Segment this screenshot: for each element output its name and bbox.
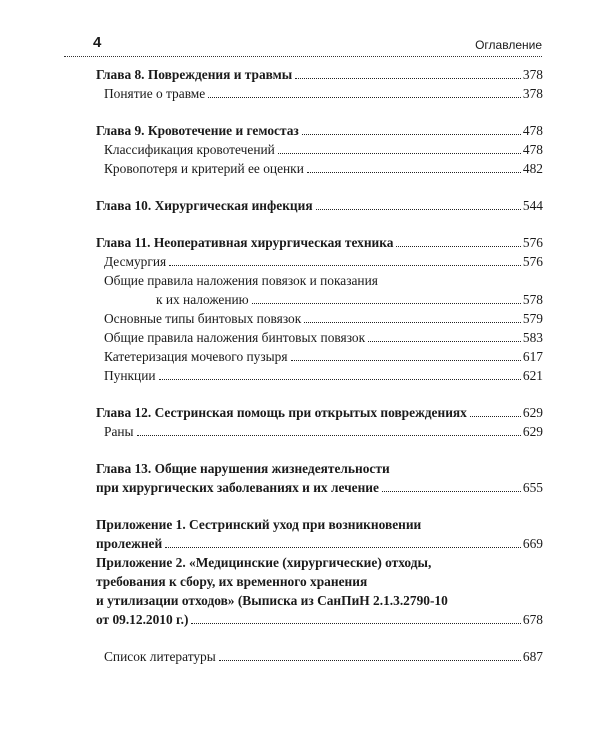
toc-item[interactable] [96,422,543,441]
dot-leader [191,623,520,624]
toc-title: Классификация кровотечений [104,142,275,157]
toc-title: Понятие о травме [104,86,206,101]
toc-chapter-8[interactable] [96,65,543,84]
running-title: Оглавление [475,38,542,52]
toc-title: Общие правила наложения бинтовых повязок [104,330,366,345]
toc-title: Пункции [104,368,156,383]
toc-page: 583 [522,330,543,345]
toc-title: Основные типы бинтовых повязок [104,311,302,326]
toc-item[interactable] [96,290,543,309]
toc-item[interactable] [96,347,543,366]
toc-page: 629 [522,405,543,420]
dot-leader [307,172,521,173]
dot-leader [165,547,521,548]
toc-item-line[interactable]: Общие правила наложения повязок и показания [104,273,378,288]
toc-title: Раны [104,424,134,439]
toc-appendix-2[interactable] [96,610,543,629]
toc-item[interactable] [96,309,543,328]
dot-leader [208,97,521,98]
dot-leader [219,660,521,661]
toc-title: к их наложению [156,292,249,307]
toc-chapter-12[interactable] [96,403,543,422]
toc-page: 544 [522,198,543,213]
toc-page: 576 [522,254,543,269]
dot-leader [278,153,521,154]
dot-leader [291,360,521,361]
toc-title: от 09.12.2010 г.) [96,612,189,627]
dot-leader [316,209,521,210]
toc-page: 579 [522,311,543,326]
toc-title: Глава 12. Сестринская помощь при открытых повреждениях [96,405,467,420]
dot-leader [382,491,521,492]
toc-references[interactable] [96,647,543,666]
toc-page: 655 [522,480,543,495]
toc-title: Глава 10. Хирургическая инфекция [96,198,313,213]
page-header [64,30,542,57]
dot-leader [304,322,521,323]
toc-page: 478 [522,142,543,157]
toc-appendix-2-line1[interactable]: Приложение 2. «Медицинские (хирургические) отходы, [96,555,432,570]
toc-appendix-1[interactable] [96,534,543,553]
toc-item[interactable] [96,140,543,159]
dot-leader [159,379,521,380]
toc-title: Глава 8. Повреждения и травмы [96,67,293,82]
dot-leader [252,303,521,304]
toc-item[interactable] [96,84,543,103]
toc-page: 482 [522,161,543,176]
dot-leader [470,416,521,417]
toc-page: 621 [522,368,543,383]
toc-page: 669 [522,536,543,551]
toc-chapter-9[interactable] [96,121,543,140]
toc-page: 576 [522,235,543,250]
dot-leader [169,265,521,266]
dot-leader [302,134,521,135]
toc-appendix-2-line2[interactable]: требования к сбору, их временного хранения [96,574,368,589]
toc-item[interactable] [96,328,543,347]
toc-page: 378 [522,86,543,101]
toc-title: Катетеризация мочевого пузыря [104,349,288,364]
toc-chapter-13-line1[interactable]: Глава 13. Общие нарушения жизнедеятельности [96,461,390,476]
toc-title: Глава 11. Неоперативная хирургическая техника [96,235,394,250]
toc-page: 578 [522,292,543,307]
toc-title: Десмургия [104,254,167,269]
toc-item[interactable] [96,366,543,385]
toc-item[interactable] [96,159,543,178]
toc-title: Список литературы [104,649,216,664]
dot-leader [396,246,520,247]
toc-chapter-11[interactable] [96,233,543,252]
toc-page: 678 [522,612,543,627]
dot-leader [295,78,521,79]
toc-item[interactable] [96,252,543,271]
toc-page: 629 [522,424,543,439]
toc-title: при хирургических заболеваниях и их лечение [96,480,379,495]
page-number: 4 [93,34,102,51]
toc-appendix-2-line3[interactable]: и утилизации отходов» (Выписка из СанПиН 2.1.3.2790-10 [96,593,448,608]
toc-page: 478 [522,123,543,138]
toc-title: Кровопотеря и критерий ее оценки [104,161,304,176]
toc-title: Глава 9. Кровотечение и гемостаз [96,123,299,138]
table-of-contents [96,65,543,666]
toc-page: 617 [522,349,543,364]
dot-leader [137,435,521,436]
toc-page: 687 [522,649,543,664]
toc-chapter-10[interactable] [96,196,543,215]
toc-page: 378 [522,67,543,82]
dot-leader [368,341,521,342]
toc-title: пролежней [96,536,163,551]
toc-chapter-13[interactable] [96,478,543,497]
toc-appendix-1-line1[interactable]: Приложение 1. Сестринский уход при возникновении [96,517,422,532]
